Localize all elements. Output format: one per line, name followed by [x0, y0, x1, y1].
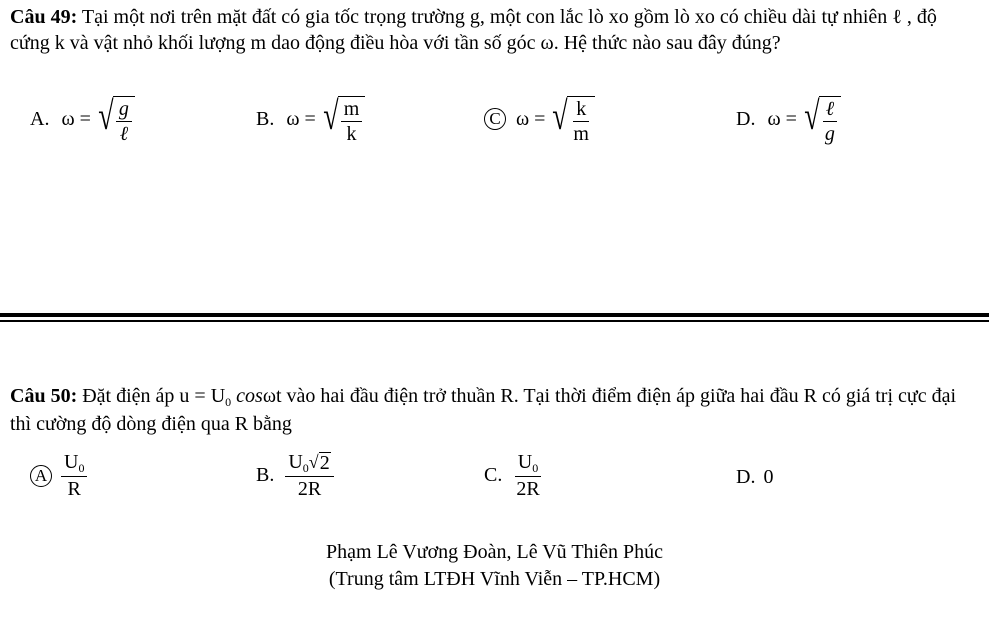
- answer-circle-icon: A: [30, 465, 52, 487]
- question-50-label: Câu 50:: [10, 385, 78, 407]
- option-lhs: ω =: [61, 107, 91, 130]
- q50-option-b[interactable]: [256, 450, 337, 501]
- frac-denominator: R: [67, 478, 81, 500]
- section-divider-thick: [0, 313, 989, 317]
- frac-numerator: m: [341, 97, 363, 122]
- frac-numerator: k: [573, 97, 589, 122]
- frac-numerator: U: [64, 451, 79, 473]
- question-49-text: [10, 4, 978, 56]
- option-value: 0: [763, 466, 774, 488]
- sqrt-expression: √ $\frac{g}{\text{ℓ}}$: [95, 92, 135, 146]
- frac-numerator: U: [288, 451, 303, 473]
- question-50-text: [10, 383, 978, 437]
- section-divider-thin: [0, 320, 989, 322]
- option-letter: C.: [484, 464, 503, 486]
- question-49-body: Tại một nơi trên mặt đất có gia tốc trọng trường g, một con lắc lò xo gồm lò xo có chiều dài tự nhiên ℓ , độ cứng k và vật nhỏ khối lượng m dao động điều hòa với tần số góc ω. Hệ thức nào sau đây đúng?: [10, 6, 937, 54]
- option-lhs: ω =: [286, 107, 316, 130]
- question-49-label: Câu 49:: [10, 6, 78, 28]
- frac-denominator: 2R: [297, 478, 322, 500]
- frac-numerator: U: [517, 451, 533, 473]
- sqrt-radicand: 2: [319, 451, 330, 474]
- frac-denominator: ℓ: [119, 123, 129, 145]
- frac-denominator: 2R: [516, 478, 540, 500]
- question-50-body-end: ωt vào hai đầu điện trở thuần R. Tại thời điểm điện áp giữa hai đầu R có giá trị cực đại thì cường độ dòng điện qua R bằng: [10, 385, 957, 435]
- cos-text: cos: [231, 385, 263, 407]
- sqrt-expression: √ $\frac{m}{k}$: [320, 92, 366, 146]
- q50-option-c[interactable]: [484, 450, 546, 501]
- option-letter: B.: [256, 464, 275, 486]
- question-50-body-start: Đặt điện áp u = U: [77, 385, 226, 407]
- sqrt-expression: √ 2: [308, 451, 330, 474]
- option-letter: B.: [256, 107, 275, 130]
- q49-option-a[interactable]: [30, 92, 135, 146]
- frac-numerator: ℓ: [823, 97, 837, 122]
- q49-option-d[interactable]: [736, 92, 841, 146]
- frac-denominator: g: [824, 123, 835, 145]
- q50-option-a[interactable]: [30, 450, 90, 501]
- frac-denominator: k: [346, 123, 357, 145]
- q50-option-d[interactable]: [736, 466, 773, 489]
- answer-circle-icon: C: [484, 108, 506, 130]
- footer-authors: Phạm Lê Vương Đoàn, Lê Vũ Thiên Phúc: [326, 541, 663, 563]
- subscript-zero: 0: [78, 461, 85, 475]
- q49-option-b[interactable]: [256, 92, 365, 146]
- option-lhs: ω =: [516, 107, 546, 130]
- frac-denominator: m: [573, 123, 589, 145]
- sqrt-expression: √ $\frac{k}{m}$: [549, 92, 595, 146]
- q49-option-c[interactable]: [484, 92, 595, 146]
- subscript-zero: 0: [302, 461, 309, 475]
- option-lhs: ω =: [767, 107, 797, 130]
- frac-numerator: g: [116, 97, 132, 122]
- subscript-zero: 0: [532, 461, 539, 475]
- sqrt-expression: √ $\frac{\text{ℓ}}{g}$: [801, 92, 841, 146]
- subscript-zero: 0: [225, 395, 232, 409]
- option-letter: D.: [736, 107, 756, 130]
- footer-center: (Trung tâm LTĐH Vĩnh Viễn – TP.HCM): [328, 568, 661, 590]
- option-letter: D.: [736, 466, 756, 488]
- option-letter: A.: [30, 107, 50, 130]
